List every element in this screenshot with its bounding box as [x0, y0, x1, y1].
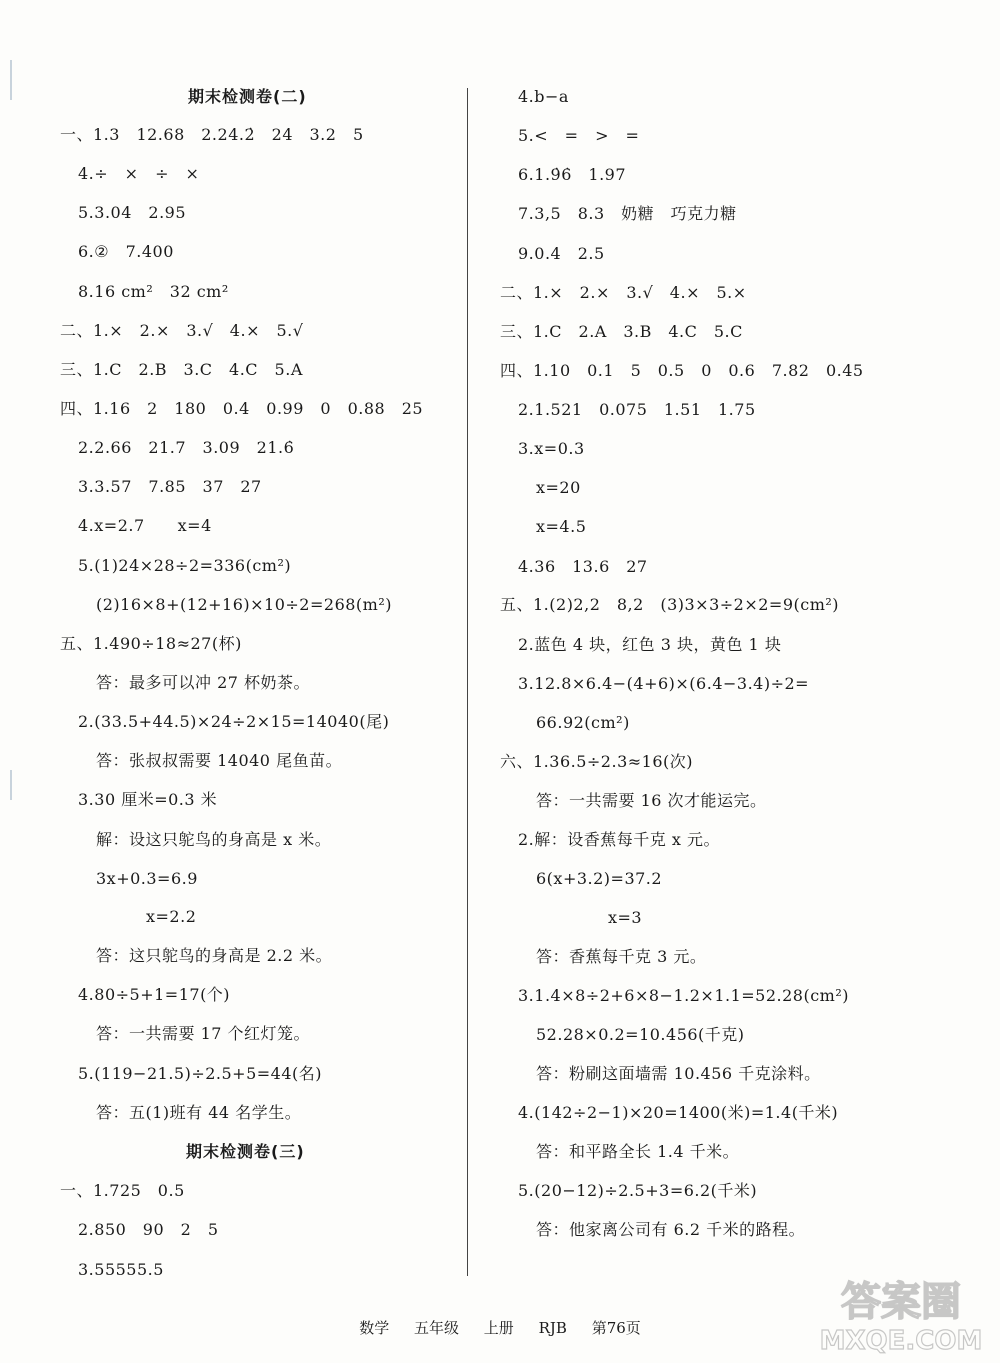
answer-line: 答：香蕉每千克 3 元。	[536, 947, 707, 966]
answer-line: 6.1.9̇6̇ 1.97	[518, 165, 627, 184]
answer-line: 二、1.× 2.× 3.√ 4.× 5.×	[500, 283, 747, 302]
answer-line: 5.(1)24×28÷2=336(cm²)	[78, 556, 292, 575]
answer-line: 五、1.490÷18≈27(杯)	[60, 634, 242, 653]
answer-line: 解：设这只鸵鸟的身高是 x 米。	[96, 830, 332, 849]
answer-line: 答：一共需要 17 个红灯笼。	[96, 1024, 311, 1043]
answer-line: 5.(119−21.5)÷2.5+5=44(名)	[78, 1064, 323, 1083]
answer-line: 5.(20−12)÷2.5+3=6.2(千米)	[518, 1181, 758, 1200]
scan-mark	[10, 770, 12, 800]
answer-line: 5.3.04 2.95	[78, 203, 187, 222]
answer-line: 4.80÷5+1=17(个)	[78, 985, 231, 1004]
answer-line: 3.12.8×6.4−(4+6)×(6.4−3.4)÷2=	[518, 674, 810, 693]
answer-line: 4.x=2.7 x=4	[78, 516, 212, 535]
answer-line: 2.1.521 0.075 1.51 1.75	[518, 400, 756, 419]
answer-line: 4.36 13.6 27	[518, 557, 648, 576]
answer-line: 四、1.16 2 180 0.4 0.99 0 0.88 25	[60, 399, 424, 418]
answer-line: 3.3.57 7.85 37 27	[78, 477, 262, 496]
watermark-title: 答案圈	[841, 1279, 961, 1325]
answer-line: x=4.5	[536, 517, 587, 536]
section-title: 期末检测卷(二)	[188, 87, 307, 106]
answer-line: 7.3,5 8.3 奶糖 巧克力糖	[518, 204, 737, 223]
answer-line: 答：五(1)班有 44 名学生。	[96, 1103, 302, 1122]
answer-line: 五、1.(2)2,2 8,2 (3)3×3÷2×2=9(cm²)	[500, 595, 840, 614]
answer-line: 3.1.4×8÷2+6×8−1.2×1.1=52.28(cm²)	[518, 986, 849, 1005]
answer-line: 四、1.10 0.1 5 0.5 0 0.6 7.82 0.45	[500, 361, 864, 380]
answer-line: 3.55555.5	[78, 1260, 164, 1279]
answer-line: x=20	[536, 478, 581, 497]
answer-line: 52.28×0.2=10.456(千克)	[536, 1025, 745, 1044]
answer-line: 2.850 90 2 5	[78, 1220, 219, 1239]
answer-line: 答：和平路全长 1.4 千米。	[536, 1142, 740, 1161]
footer-grade: 五年级	[413, 1319, 459, 1337]
answer-line: 5.< = > =	[518, 126, 640, 145]
answer-line: 答：张叔叔需要 14040 尾鱼苗。	[96, 751, 343, 770]
answer-line: 4.÷ × ÷ ×	[78, 164, 200, 183]
answer-line: 6.② 7.400	[78, 242, 174, 261]
answer-line: 8.16 cm² 32 cm²	[78, 282, 229, 301]
footer-edition: RJB	[538, 1319, 567, 1337]
answer-line: 答：他家离公司有 6.2 千米的路程。	[536, 1220, 806, 1239]
answer-line: 六、1.36.5÷2.3≈16(次)	[500, 752, 693, 771]
answer-line: 2.解：设香蕉每千克 x 元。	[518, 830, 720, 849]
answer-line: 2.(33.5+44.5)×24÷2×15=14040(尾)	[78, 712, 390, 731]
answer-line: 4.(142÷2−1)×20=1400(米)=1.4(千米)	[518, 1103, 839, 1122]
answer-line: 4.b−a	[518, 87, 569, 106]
answer-line: 3.30 厘米=0.3 米	[78, 790, 218, 809]
answer-line: 答：一共需要 16 次才能运完。	[536, 791, 767, 810]
answer-line: 二、1.× 2.× 3.√ 4.× 5.√	[60, 321, 304, 340]
answer-line: 答：这只鸵鸟的身高是 2.2 米。	[96, 946, 333, 965]
watermark-logo	[816, 1273, 986, 1355]
answer-line: 2.蓝色 4 块，红色 3 块，黄色 1 块	[518, 635, 782, 654]
column-divider	[467, 88, 468, 1276]
answer-line: 三、1.C 2.B 3.C 4.C 5.A	[60, 360, 303, 379]
answer-line: 3x+0.3=6.9	[96, 869, 198, 888]
answer-line: 答：最多可以冲 27 杯奶茶。	[96, 673, 311, 692]
answer-line: x=3	[608, 908, 643, 927]
footer-volume: 上册	[483, 1319, 514, 1337]
footer-page-number: 第76页	[591, 1319, 641, 1337]
watermark-url: MXQE.COM	[819, 1326, 983, 1355]
answer-line: 6(x+3.2)=37.2	[536, 869, 663, 888]
answer-line: 2.2.66 21.7 3.09 21.6̇	[78, 438, 295, 457]
answer-line: 9.0.4 2.5	[518, 244, 605, 263]
answer-line: x=2.2	[146, 907, 197, 926]
answer-line: 一、1.725 0.5	[60, 1181, 185, 1200]
answer-line: 66.92(cm²)	[536, 713, 630, 732]
footer-subject: 数学	[359, 1319, 390, 1337]
scan-mark	[10, 60, 12, 100]
answer-line: 3.x=0.3	[518, 439, 585, 458]
answer-line: 答：粉刷这面墙需 10.456 千克涂料。	[536, 1064, 821, 1083]
answer-line: 一、1.3 12.68 2.24.2̇ 24 3.2 5	[60, 125, 364, 144]
answer-line: 三、1.C 2.A 3.B 4.C 5.C	[500, 322, 743, 341]
answer-line: (2)16×8+(12+16)×10÷2=268(m²)	[96, 595, 392, 614]
section-title: 期末检测卷(三)	[186, 1142, 305, 1161]
